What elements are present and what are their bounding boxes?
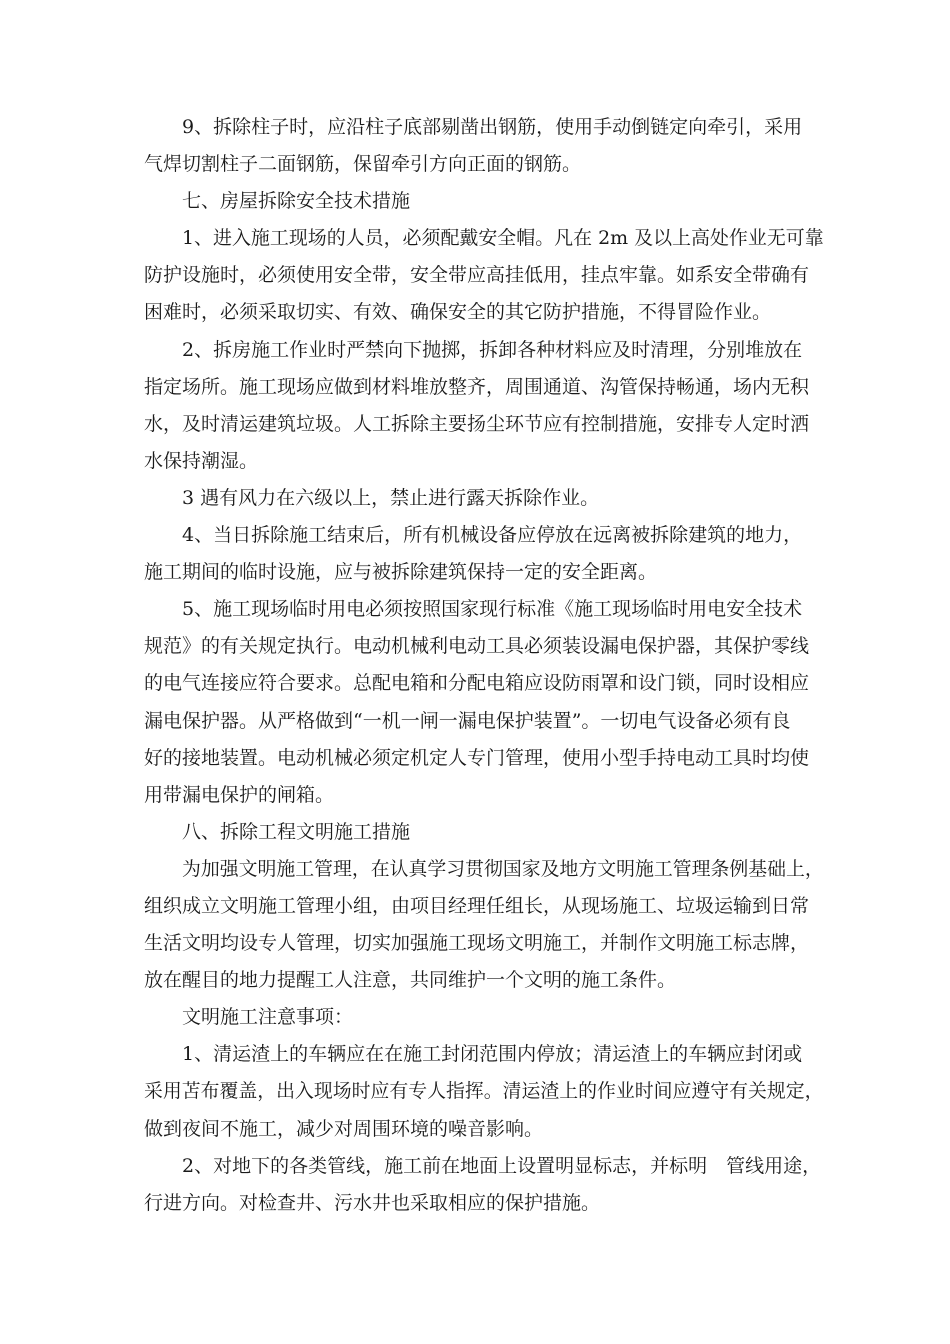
text-line: 的电气连接应符合要求。总配电箱和分配电箱应设防雨罩和设门锁，同时设相应 (144, 672, 810, 695)
section-heading: 八、拆除工程文明施工措施 (182, 820, 411, 843)
text-line: 做到夜间不施工，减少对周围环境的噪音影响。 (144, 1117, 544, 1140)
text-line: 放在醒目的地力提醒工人注意，共同维护一个文明的施工条件。 (144, 969, 677, 992)
subsection-heading: 文明施工注意事项： (182, 1006, 354, 1029)
text-line: 1、进入施工现场的人员，必须配戴安全帽。凡在 2m 及以上高处作业无可靠 (182, 227, 824, 250)
text-line: 规范》的有关规定执行。电动机械利电动工具必须装设漏电保护器，其保护零线 (144, 635, 810, 658)
text-line: 好的接地装置。电动机械必须定机定人专门管理，使用小型手持电动工具时均使 (144, 746, 810, 769)
text-line: 行进方向。对检查井、污水井也采取相应的保护措施。 (144, 1191, 601, 1214)
text-line: 3 遇有风力在六级以上，禁止进行露天拆除作业。 (182, 486, 600, 509)
text-line: 4、当日拆除施工结束后，所有机械设备应停放在远离被拆除建筑的地力， (182, 524, 803, 547)
text-line: 9、拆除柱子时，应沿柱子底部剔凿出钢筋，使用手动倒链定向牵引，采用 (182, 116, 803, 138)
text-line: 为加强文明施工管理，在认真学习贯彻国家及地方文明施工管理条例基础上， (182, 857, 824, 880)
text-line: 困难时，必须采取切实、有效、确保安全的其它防护措施，不得冒险作业。 (144, 301, 772, 324)
text-line: 采用苫布覆盖，出入现场时应有专人指挥。清运渣上的作业时间应遵守有关规定， (144, 1080, 824, 1103)
text-line: 指定场所。施工现场应做到材料堆放整齐，周围通道、沟管保持畅通，场内无积 (144, 375, 810, 398)
text-line: 水保持潮湿。 (144, 449, 259, 472)
text-line: 2、拆房施工作业时严禁向下抛掷，拆卸各种材料应及时清理，分别堆放在 (182, 338, 803, 361)
text-line: 生活文明均设专人管理，切实加强施工现场文明施工，并制作文明施工标志牌， (144, 932, 810, 955)
text-line: 2、对地下的各类管线，施工前在地面上设置明显标志，并标明 管线用途， (182, 1154, 822, 1177)
text-line: 施工期间的临时设施，应与被拆除建筑保持一定的安全距离。 (144, 561, 658, 584)
text-line: 水，及时清运建筑垃圾。人工拆除主要扬尘环节应有控制措施，安排专人定时洒 (144, 412, 810, 435)
document-body (144, 109, 824, 1222)
text-line: 漏电保护器。从严格做到“一机一闸一漏电保护装置”。一切电气设备必须有良 (144, 709, 791, 732)
text-line: 5、施工现场临时用电必须按照国家现行标准《施工现场临时用电安全技术 (182, 598, 803, 621)
text-line: 气焊切割柱子二面钢筋，保留牵引方向正面的钢筋。 (144, 153, 582, 176)
section-heading: 七、房屋拆除安全技术措施 (182, 190, 411, 213)
text-line: 用带漏电保护的闸箱。 (144, 783, 335, 806)
text-line: 防护设施时，必须使用安全带，安全带应高挂低用，挂点牢靠。如系安全带确有 (144, 264, 810, 287)
text-line: 组织成立文明施工管理小组，由项目经理任组长，从现场施工、垃圾运输到日常 (144, 894, 810, 917)
text-line: 1、清运渣上的车辆应在在施工封闭范围内停放；清运渣上的车辆应封闭或 (182, 1043, 803, 1066)
